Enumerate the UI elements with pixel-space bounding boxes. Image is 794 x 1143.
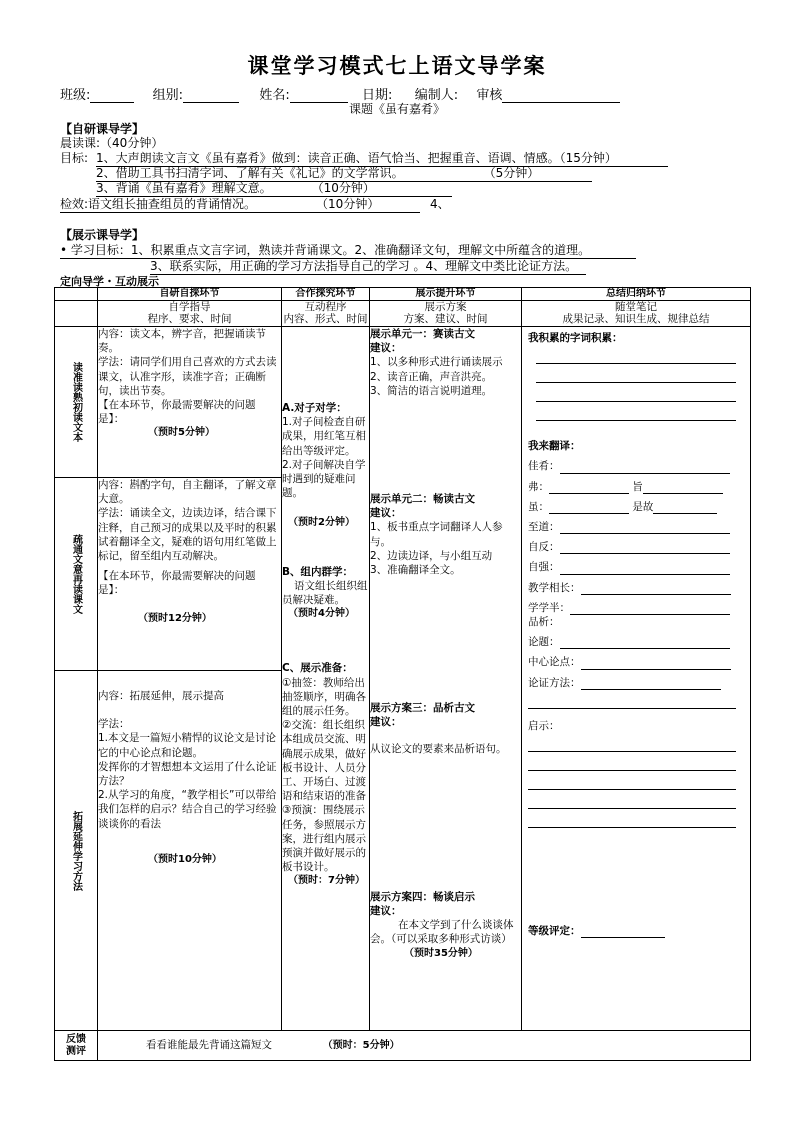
row-3-content: 内容：拓展延伸，展示提高 (98, 690, 224, 702)
notes-insight: 启示： (528, 719, 560, 732)
display-goal-1: • 学习目标：1、积累重点文言字词，熟读并背诵课文。2、准确翻译文句，理解文中所蕴含的道理。 (60, 241, 636, 259)
coop-a-title: A.对子对学： (282, 402, 347, 414)
goal-3-time: （10分钟） (311, 181, 375, 195)
row-3-q1b: 发挥你的才智想想本文运用了什么论证方法？ (98, 760, 277, 788)
show-u3-suggest: 建议： (370, 716, 402, 729)
date-label: 日期: (362, 88, 393, 103)
col2-sub2: 内容、形式、时间 (283, 313, 368, 325)
insight-line-3[interactable] (528, 771, 736, 790)
check-label: 检效:语文组长抽查组员的背诵情况。 (60, 197, 257, 211)
insight-line-4[interactable] (528, 790, 736, 809)
guide-table (54, 287, 751, 1061)
row-3-q2: 2.从学习的角度，“教学相长”可以带给我们怎样的启示？结合自己的学习经验谈谈你的看法 (98, 789, 277, 830)
show-u3-title: 展示方案三：品析古文 (370, 702, 475, 715)
topic-field[interactable] (560, 636, 730, 649)
t6-field[interactable] (560, 562, 730, 575)
row-3-label: 拓展延伸学习方法 (70, 810, 82, 891)
check-line (60, 195, 450, 213)
center-field[interactable] (581, 657, 731, 670)
vocab-line-1[interactable] (536, 345, 736, 364)
coop-c1: ①抽签：教师给出抽签顺序，明确各组的展示任务。 (282, 676, 366, 718)
t7-field[interactable] (581, 582, 731, 595)
t7-label: 教学相长： (528, 581, 581, 594)
row-2-time: （预时12分钟） (138, 612, 212, 624)
method-label: 论证方法： (528, 676, 581, 689)
row-3-time: （预时10分钟） (148, 853, 222, 865)
review-label: 审核 (476, 88, 503, 103)
show-u4-suggest: 建议： (370, 905, 402, 918)
row-1-guide (98, 327, 282, 478)
feedback-label: 反馈测评 (66, 1033, 86, 1057)
col2-sub1: 互动程序 (304, 301, 347, 313)
show-u2-title: 展示单元二：畅读古文 (370, 493, 475, 506)
check-time: （10分钟） (316, 197, 380, 211)
t3-label: 虽： (528, 500, 549, 513)
col3-subheader (370, 301, 522, 327)
col1-header: 自研自探环节 (98, 288, 282, 301)
show-u1-1: 1、以多种形式进行诵读展示 (370, 356, 503, 369)
row-1-label-cell (55, 327, 98, 478)
coop-b1: 语文组长组织组员解决疑难。 (282, 579, 368, 607)
t8-label: 学学半： (528, 601, 570, 614)
t2b-field[interactable] (643, 481, 723, 494)
t5-field[interactable] (560, 541, 730, 554)
vocab-line-4[interactable] (536, 402, 736, 421)
col4-header: 总结归纳环节 (522, 288, 751, 301)
t2-field[interactable] (549, 481, 629, 494)
row-1-time: （预时5分钟） (148, 427, 215, 439)
show-u4-title: 展示方案四：畅谈启示 (370, 890, 475, 903)
row-3-q1: 1.本文是一篇短小精悍的议论文是讨论它的中心论点和论题。 (98, 732, 277, 759)
show-u1-3: 3、简洁的语言说明道理。 (370, 384, 493, 397)
notes-cell (522, 327, 751, 1031)
coop-c-time: （预时：7分钟） (288, 875, 365, 887)
display-heading: 【展示课导学】 (60, 228, 145, 242)
check-text (60, 195, 420, 213)
topic-line: 课题《虽有嘉肴》 (348, 102, 445, 116)
self-study-heading: 【自研课导学】 (60, 122, 145, 136)
col1-sub2: 程序、要求、时间 (147, 313, 232, 325)
t4-field[interactable] (560, 521, 730, 534)
coop-c-title: C、展示准备： (282, 662, 353, 675)
header-row (55, 288, 751, 301)
col3-sub2: 方案、建议、时间 (403, 313, 488, 325)
method-line[interactable] (528, 690, 736, 709)
row-2-method: 学法：诵读全文，边读边译，结合课下注释，自己预习的成果以及平时的积累试着翻译全文，疑难的语句用红笔做上标记，留至组内互动解决。 (98, 507, 277, 563)
t2b-label: 旨 (632, 480, 643, 493)
show-u1-title: 展示单元一：赛读古文 (370, 328, 475, 340)
row-2-label: 疏通文意再读课文 (70, 534, 82, 614)
show-u2-suggest: 建议： (370, 507, 402, 520)
group-label: 组别: (152, 88, 184, 103)
col3-header: 展示提升环节 (370, 288, 522, 301)
name-label: 姓名: (259, 88, 290, 103)
subheader-row (55, 301, 751, 327)
method-field[interactable] (581, 677, 721, 690)
show-u2-1: 1、板书重点字词翻译人人参与。 (370, 521, 503, 548)
table-title: 定向导学・互动展示 (60, 275, 159, 288)
notes-translate: 我来翻译： (528, 440, 581, 453)
goal-prefix: 目标: (60, 151, 89, 165)
grade-label: 等级评定： (528, 925, 581, 938)
col1-subheader (98, 301, 282, 327)
insight-line-5[interactable] (528, 809, 736, 828)
notes-analysis: 品析： (528, 616, 560, 629)
row-2-label-cell (55, 478, 98, 671)
coop-b-time: （预时4分钟） (288, 608, 355, 620)
row-1-content: 内容：读文本，辨字音，把握诵读节奏。 (98, 328, 266, 355)
t4-label: 至道： (528, 521, 560, 534)
t5-label: 自反： (528, 541, 560, 554)
corner-cell (55, 288, 98, 301)
feedback-label-cell (55, 1031, 98, 1061)
t3b-field[interactable] (653, 501, 717, 514)
col2-header: 合作探究环节 (282, 288, 370, 301)
col3-sub1: 展示方案 (424, 301, 467, 313)
row-3-method: 学法： (98, 718, 130, 731)
t3-field[interactable] (549, 501, 629, 514)
row-1 (55, 327, 751, 478)
t2-label: 弗： (528, 480, 549, 493)
show-u2-2: 2、边读边译，与小组互动 (370, 549, 493, 562)
t3b-label: 是故 (632, 500, 654, 513)
show-cell (370, 327, 522, 1031)
goal-3-text: 3、背诵《虽有嘉肴》理解文意。 (96, 181, 272, 195)
feedback-content (98, 1031, 751, 1061)
col4-sub1: 随堂笔记 (615, 301, 657, 313)
col1-sub1: 自学指导 (168, 301, 211, 313)
corner-cell-2 (55, 301, 98, 327)
row-2-guide (98, 478, 282, 671)
morning-reading: 晨读课:（40分钟） (60, 136, 164, 150)
col4-sub2: 成果记录、知识生成、规律总结 (562, 313, 710, 325)
center-label: 中心论点： (528, 656, 581, 669)
t1-field[interactable] (560, 461, 730, 474)
page-title: 课堂学习模式七上语文导学案 (247, 53, 547, 78)
goal-2-time: （5分钟） (483, 166, 540, 180)
row-1-label: 读准读熟初读文本 (70, 362, 82, 442)
coop-c2: ②交流：组长组织本组成员交流、明确展示成果，做好板书设计、人员分工、开场白、过渡语和结束语的准备 (282, 719, 366, 803)
class-label: 班级: (60, 88, 91, 103)
grade-field[interactable] (581, 925, 665, 938)
show-u4-time: （预时35分钟） (404, 947, 478, 959)
t1-label: 佳肴： (528, 460, 560, 473)
display-goal-2: 3、联系实际，用正确的学习方法指导自己的学习 。4、理解文中类比论证方法。 (150, 257, 586, 275)
feedback-row (55, 1031, 751, 1061)
feedback-text: 看看谁能最先背诵这篇短文 (146, 1038, 272, 1051)
row-1-problem: 【在本环节，你最需要解决的问题是】： (98, 399, 256, 426)
t6-label: 自强： (528, 561, 560, 574)
show-u1-2: 2、读音正确，声音洪亮。 (370, 370, 493, 383)
goal-1: 1、大声朗读文言文《虽有嘉肴》做到：读音正确、语气恰当、把握重音、语调、情感。（15分钟） (96, 149, 668, 167)
col2-subheader (282, 301, 370, 327)
coop-a1: 1.对子间检查自研成果，用红笔互相给出等级评定。 (282, 416, 366, 457)
editor-label: 编制人: (414, 88, 459, 103)
show-u3-1: 从议论文的要素来品析语句。 (370, 742, 507, 755)
col4-subheader (522, 301, 751, 327)
insight-line-2[interactable] (528, 752, 736, 771)
show-u1-suggest: 建议： (370, 342, 402, 355)
vocab-line-3[interactable] (536, 383, 736, 402)
notes-vocab: 我积累的字词积累： (528, 332, 623, 344)
goal-2-text: 2、借助工具书扫清字词、了解有关《礼记》的文学常识。 (96, 166, 404, 180)
coop-a-time: （预时2分钟） (288, 517, 355, 529)
row-1-method: 学法：请同学们用自己喜欢的方式去读课文，认准字形，读准字音；正确断句，读出节奏。 (98, 356, 277, 397)
coop-c3: ③预演：围绕展示任务，参照展示方案，进行组内展示预演并做好展示的板书设计。 (282, 804, 366, 874)
insight-line-1[interactable] (528, 733, 736, 752)
row-2-problem: 【在本环节，你最需要解决的问题是】： (98, 570, 256, 597)
coop-b-title: B、组内群学： (282, 565, 354, 578)
row-3-label-cell (55, 671, 98, 1031)
vocab-line-2[interactable] (536, 364, 736, 383)
coop-a2: 2.对子间解决自学时遇到的疑难问题。 (282, 458, 366, 500)
feedback-time: （预时：5分钟） (322, 1039, 400, 1051)
topic-label: 论题： (528, 636, 560, 649)
t8-field[interactable] (570, 602, 730, 615)
show-u4-1: 在本文学到了什么谈谈体会。（可以采取多种形式访谈） (370, 919, 514, 946)
row-3-guide (98, 671, 282, 1031)
check-tail: 4、 (430, 197, 450, 211)
row-2-content: 内容：斟酌字句，自主翻译，了解文章大意。 (98, 479, 277, 506)
show-u2-3: 3、准确翻译全文。 (370, 564, 461, 577)
coop-cell (282, 327, 370, 1031)
